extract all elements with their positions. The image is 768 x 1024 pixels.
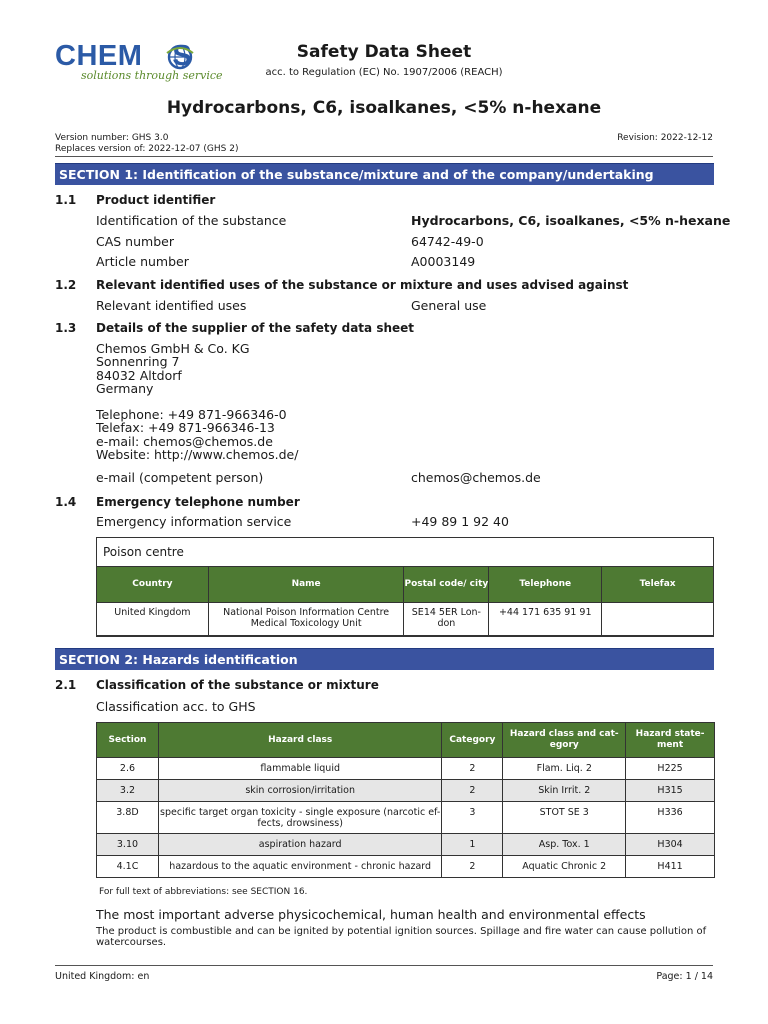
table-cell: Flam. Liq. 2 xyxy=(503,758,626,780)
subsection-title: Classification of the substance or mixture xyxy=(96,678,379,692)
table-row xyxy=(97,856,715,878)
logo-tagline: solutions through service xyxy=(81,69,223,82)
competent-email: chemos@chemos.de xyxy=(411,470,541,485)
subsection-number: 1.2 xyxy=(55,278,77,292)
logo-wordmark-left: CHEM xyxy=(55,40,143,72)
table-cell: SE14 5ER Lon- don xyxy=(404,603,489,637)
contact-website: Website: http://www.chemos.de/ xyxy=(96,447,299,463)
contact-telefax: Telefax: +49 871-966346-13 xyxy=(96,420,275,436)
poison-centre-box xyxy=(96,537,714,636)
field-value: General use xyxy=(411,298,487,313)
table-cell: 2 xyxy=(442,780,503,802)
table-row xyxy=(97,802,715,834)
table-cell: 2 xyxy=(442,758,503,780)
subsection-title: Details of the supplier of the safety data sheet xyxy=(96,321,415,335)
field-label: Article number xyxy=(96,254,189,269)
address-line: Chemos GmbH & Co. KG xyxy=(96,341,250,356)
table-cell: 2 xyxy=(442,856,503,878)
table-cell: skin corrosion/irritation xyxy=(158,780,441,802)
supplier-address xyxy=(96,342,250,396)
table-cell: 3.2 xyxy=(97,780,159,802)
field-label: Emergency information service xyxy=(96,514,292,529)
column-header: Hazard class and cat- egory xyxy=(503,723,626,758)
version-number: Version number: GHS 3.0 xyxy=(55,133,169,143)
subsection-title: Relevant identified uses of the substance or mixture and uses advised against xyxy=(96,278,629,292)
column-header: Hazard class xyxy=(158,723,441,758)
ghs-classification-table xyxy=(96,722,715,878)
table-row xyxy=(97,758,715,780)
table-cell: 4.1C xyxy=(97,856,159,878)
table-cell: H304 xyxy=(626,834,715,856)
section-1-header: SECTION 1: Identification of the substance/mixture and of the company/undertaking xyxy=(55,163,714,185)
effects-text: The product is combustible and can be ignited by potential ignition sources. Spillage and fire water can cause pollution of watercourses. xyxy=(96,926,707,948)
subsection-title: Product identifier xyxy=(96,193,216,207)
table-cell: 3 xyxy=(442,802,503,834)
column-header: Telefax xyxy=(602,567,714,603)
table-cell xyxy=(602,603,714,637)
table-cell: +44 171 635 91 91 xyxy=(489,603,602,637)
subsection-title: Emergency telephone number xyxy=(96,495,300,509)
field-label: e-mail (competent person) xyxy=(96,470,264,485)
address-line: Sonnenring 7 xyxy=(96,354,180,370)
table-cell: Aquatic Chronic 2 xyxy=(503,856,626,878)
table-cell: 3.8D xyxy=(97,802,159,834)
field-value: 64742-49-0 xyxy=(411,234,484,249)
table-cell: hazardous to the aquatic environment - chronic hazard xyxy=(158,856,441,878)
field-label: Relevant identified uses xyxy=(96,298,247,313)
table-cell: STOT SE 3 xyxy=(503,802,626,834)
version-info xyxy=(55,133,238,155)
table-cell: Skin Irrit. 2 xyxy=(503,780,626,802)
column-header: Section xyxy=(97,723,159,758)
field-value: Hydrocarbons, C6, isoalkanes, <5% n-hexane xyxy=(411,213,731,228)
document-subtitle: acc. to Regulation (EC) No. 1907/2006 (REACH) xyxy=(265,67,503,78)
footer-divider xyxy=(55,965,713,966)
table-cell: United Kingdom xyxy=(97,603,209,637)
header-divider xyxy=(55,156,713,157)
field-value: A0003149 xyxy=(411,254,476,269)
table-header-row xyxy=(97,567,714,603)
column-header: Postal code/ city xyxy=(404,567,489,603)
table-row xyxy=(97,780,715,802)
table-cell: 3.10 xyxy=(97,834,159,856)
table-row xyxy=(97,834,715,856)
contact-email: e-mail: chemos@chemos.de xyxy=(96,433,273,449)
table-cell: aspiration hazard xyxy=(158,834,441,856)
table-row xyxy=(97,603,714,637)
field-label: Identification of the substance xyxy=(96,213,287,228)
product-title: Hydrocarbons, C6, isoalkanes, <5% n-hexane xyxy=(166,98,602,118)
table-cell: 1 xyxy=(442,834,503,856)
table-cell: National Poison Information Centre Medical Toxicology Unit xyxy=(208,603,404,637)
emergency-phone: +49 89 1 92 40 xyxy=(411,514,509,529)
table-cell: specific target organ toxicity - single exposure (narcotic ef- fects, drowsiness) xyxy=(158,802,441,834)
poison-centre-table xyxy=(96,566,714,637)
table-cell: 2.6 xyxy=(97,758,159,780)
column-header: Category xyxy=(442,723,503,758)
column-header: Hazard state- ment xyxy=(626,723,715,758)
column-header: Country xyxy=(97,567,209,603)
table-header-row xyxy=(97,723,715,758)
table-cell: H315 xyxy=(626,780,715,802)
section-2-header: SECTION 2: Hazards identification xyxy=(55,648,714,670)
table-cell: H225 xyxy=(626,758,715,780)
address-line: Germany xyxy=(96,381,154,397)
logo-wordmark-right: S xyxy=(172,40,193,72)
table-cell: H336 xyxy=(626,802,715,834)
field-label: CAS number xyxy=(96,234,174,249)
classification-subtitle: Classification acc. to GHS xyxy=(96,699,256,714)
subsection-number: 1.1 xyxy=(55,193,77,207)
column-header: Name xyxy=(208,567,404,603)
table-cell: Asp. Tox. 1 xyxy=(503,834,626,856)
table-cell: flammable liquid xyxy=(158,758,441,780)
effects-title: The most important adverse physicochemical, human health and environmental effects xyxy=(96,907,646,922)
subsection-number: 1.4 xyxy=(55,495,77,509)
footer-language: United Kingdom: en xyxy=(55,971,150,982)
poison-centre-title: Poison centre xyxy=(103,545,184,559)
supplier-contact xyxy=(96,408,298,462)
subsection-number: 1.3 xyxy=(55,321,77,335)
column-header: Telephone xyxy=(489,567,602,603)
revision-date: Revision: 2022-12-12 xyxy=(617,133,713,143)
table-cell: H411 xyxy=(626,856,715,878)
subsection-number: 2.1 xyxy=(55,678,77,692)
page-number: Page: 1 / 14 xyxy=(656,971,713,982)
address-line: 84032 Altdorf xyxy=(96,367,182,383)
abbreviations-footnote: For full text of abbreviations: see SECTION 16. xyxy=(99,887,308,897)
contact-telephone: Telephone: +49 871-966346-0 xyxy=(96,407,287,422)
document-title: Safety Data Sheet xyxy=(296,42,472,62)
replaces-version: Replaces version of: 2022-12-07 (GHS 2) xyxy=(55,144,239,154)
